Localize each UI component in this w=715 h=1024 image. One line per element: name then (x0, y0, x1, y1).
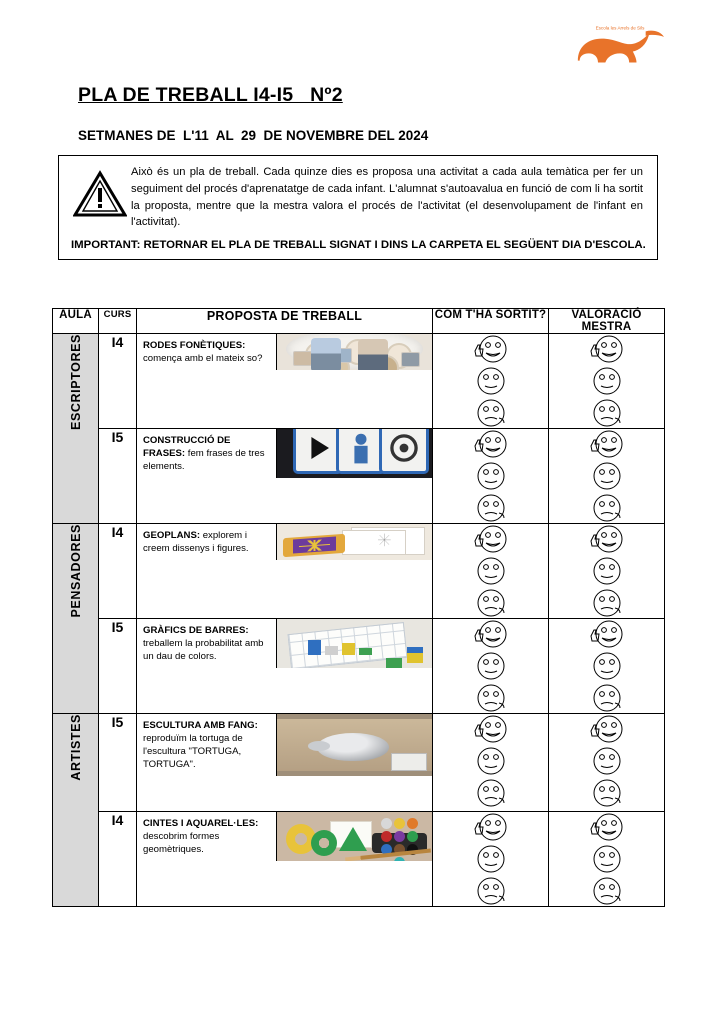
aula-cell-artistes (53, 714, 99, 907)
smiley-thumbs-up-icon[interactable] (585, 812, 629, 842)
proposta-text (137, 334, 276, 370)
valoracio-mestra-cell[interactable] (549, 714, 665, 812)
rodes-fonetiques-photo (276, 334, 432, 370)
curs-cell: I4 (99, 812, 137, 907)
smiley-thumbs-up-icon[interactable] (469, 429, 513, 459)
curs-cell: I5 (99, 429, 137, 524)
work-plan-table (52, 308, 665, 907)
smiley-thinking-icon[interactable] (585, 876, 629, 906)
proposta-text (137, 429, 276, 478)
proposta-title: ESCULTURA AMB FANG: (143, 720, 258, 731)
proposta-cell (137, 334, 433, 429)
proposta-title: CINTES I AQUAREL·LES: (143, 818, 259, 829)
teacher-assessment-faces[interactable] (549, 429, 664, 523)
cintes-i-aquarelles-photo (276, 812, 432, 861)
page-subtitle: SETMANES DE L'11 AL 29 DE NOVEMBRE DEL 2024 (78, 128, 429, 143)
com-tha-sortit-cell[interactable] (433, 812, 549, 907)
smiley-thumbs-up-icon[interactable] (585, 524, 629, 554)
table-row (53, 714, 665, 812)
valoracio-mestra-cell[interactable] (549, 429, 665, 524)
aula-label: ESCRIPTORES (68, 334, 83, 430)
smiley-neutral-icon[interactable] (469, 844, 513, 874)
school-logo (565, 18, 675, 74)
smiley-neutral-icon[interactable] (585, 461, 629, 491)
aula-cell-pensadores (53, 524, 99, 714)
table-row (53, 429, 665, 524)
smiley-neutral-icon[interactable] (585, 556, 629, 586)
valoracio-mestra-cell[interactable] (549, 524, 665, 619)
proposta-desc: explorem i creem dissenys i figures. (143, 530, 249, 554)
geoplans-photo (276, 524, 432, 560)
table-row (53, 524, 665, 619)
header-proposta: PROPOSTA DE TREBALL (137, 309, 433, 334)
smiley-thinking-icon[interactable] (585, 493, 629, 523)
smiley-thinking-icon[interactable] (585, 778, 629, 808)
aula-cell-escriptores (53, 334, 99, 524)
header-com-tha-sortit: COM T'HA SORTIT? (433, 309, 549, 334)
notice-box (58, 155, 658, 260)
teacher-assessment-faces[interactable] (549, 714, 664, 808)
proposta-title: CONSTRUCCIÓ DE FRASES: (143, 435, 231, 459)
smiley-neutral-icon[interactable] (469, 651, 513, 681)
smiley-thinking-icon[interactable] (469, 778, 513, 808)
smiley-neutral-icon[interactable] (469, 746, 513, 776)
valoracio-mestra-cell[interactable] (549, 334, 665, 429)
notice-body: Això és un pla de treball. Cada quinze dies es proposa una activitat a cada aula temàtica per fer un seguiment del procés d'aprenatatge de cada infant. L'alumnat s'autoavalua en funció de com li ha sortit la proposta, mentre que la mestra valora el procés de l'activitat (el desenvolupament de l'infant en l'activitat). (131, 166, 643, 229)
com-tha-sortit-cell[interactable] (433, 524, 549, 619)
proposta-text (137, 812, 276, 861)
self-assessment-faces[interactable] (433, 714, 548, 808)
notice-important: IMPORTANT: RETORNAR EL PLA DE TREBALL SIGNAT I DINS LA CARPETA EL SEGÜENT DIA D'ESCOLA. (71, 239, 646, 252)
header-curs: CURS (99, 309, 137, 334)
svg-text:Escola les Arrels de Sils: Escola les Arrels de Sils (595, 25, 645, 31)
page-title: PLA DE TREBALL I4-I5 Nº2 (78, 84, 343, 106)
smiley-thumbs-up-icon[interactable] (469, 524, 513, 554)
smiley-thinking-icon[interactable] (469, 683, 513, 713)
smiley-thinking-icon[interactable] (469, 398, 513, 428)
header-aula: AULA (53, 309, 99, 334)
proposta-desc: fem frases de tres elements. (143, 447, 265, 472)
proposta-cell (137, 619, 433, 714)
smiley-thinking-icon[interactable] (585, 588, 629, 618)
table-row (53, 619, 665, 714)
proposta-desc: treballem la probabilitat amb un dau de colors. (143, 637, 264, 662)
proposta-desc: reproduïm la tortuga de l'escultura "TORTUGA, TORTUGA". (143, 732, 243, 770)
self-assessment-faces[interactable] (433, 334, 548, 428)
proposta-desc: comença amb el mateix so? (143, 352, 263, 364)
teacher-assessment-faces[interactable] (549, 524, 664, 618)
teacher-assessment-faces[interactable] (549, 619, 664, 713)
proposta-text (137, 524, 276, 560)
smiley-thumbs-up-icon[interactable] (469, 619, 513, 649)
smiley-neutral-icon[interactable] (585, 746, 629, 776)
smiley-thumbs-up-icon[interactable] (585, 714, 629, 744)
grafics-de-barres-photo (276, 619, 432, 668)
warning-triangle-icon (69, 164, 131, 218)
curs-cell: I5 (99, 619, 137, 714)
table-row (53, 812, 665, 907)
smiley-neutral-icon[interactable] (469, 366, 513, 396)
proposta-cell (137, 524, 433, 619)
smiley-thumbs-up-icon[interactable] (469, 812, 513, 842)
com-tha-sortit-cell[interactable] (433, 714, 549, 812)
proposta-text (137, 619, 276, 668)
proposta-title: RODES FONÈTIQUES: (143, 340, 246, 351)
aula-label: ARTISTES (68, 714, 83, 781)
self-assessment-faces[interactable] (433, 619, 548, 713)
smiley-thumbs-up-icon[interactable] (585, 429, 629, 459)
smiley-thumbs-up-icon[interactable] (469, 334, 513, 364)
com-tha-sortit-cell[interactable] (433, 619, 549, 714)
teacher-assessment-faces[interactable] (549, 812, 664, 906)
curs-cell: I4 (99, 524, 137, 619)
proposta-cell (137, 429, 433, 524)
smiley-thinking-icon[interactable] (585, 683, 629, 713)
smiley-neutral-icon[interactable] (585, 651, 629, 681)
smiley-thinking-icon[interactable] (469, 493, 513, 523)
table-header-row (53, 309, 665, 334)
table-row (53, 334, 665, 429)
teacher-assessment-faces[interactable] (549, 334, 664, 428)
smiley-thinking-icon[interactable] (469, 588, 513, 618)
smiley-thinking-icon[interactable] (585, 398, 629, 428)
proposta-text (137, 714, 276, 776)
com-tha-sortit-cell[interactable] (433, 334, 549, 429)
smiley-thumbs-up-icon[interactable] (585, 619, 629, 649)
smiley-thinking-icon[interactable] (469, 876, 513, 906)
proposta-cell (137, 812, 433, 907)
com-tha-sortit-cell[interactable] (433, 429, 549, 524)
smiley-thumbs-up-icon[interactable] (585, 334, 629, 364)
proposta-desc: descobrim formes geomètriques. (143, 830, 220, 855)
smiley-neutral-icon[interactable] (469, 556, 513, 586)
smiley-neutral-icon[interactable] (585, 844, 629, 874)
curs-cell: I5 (99, 714, 137, 812)
proposta-title: GRÀFICS DE BARRES: (143, 625, 249, 636)
self-assessment-faces[interactable] (433, 429, 548, 523)
smiley-neutral-icon[interactable] (585, 366, 629, 396)
valoracio-mestra-cell[interactable] (549, 619, 665, 714)
escultura-amb-fang-photo (276, 714, 432, 776)
proposta-title: GEOPLANS: (143, 530, 201, 541)
proposta-cell (137, 714, 433, 812)
valoracio-mestra-cell[interactable] (549, 812, 665, 907)
smiley-neutral-icon[interactable] (469, 461, 513, 491)
smiley-thumbs-up-icon[interactable] (469, 714, 513, 744)
construccio-de-frases-photo (276, 429, 432, 478)
self-assessment-faces[interactable] (433, 812, 548, 906)
aula-label: PENSADORES (68, 524, 83, 618)
header-valoracio-mestra: VALORACIÓ MESTRA (549, 309, 665, 334)
curs-cell: I4 (99, 334, 137, 429)
self-assessment-faces[interactable] (433, 524, 548, 618)
